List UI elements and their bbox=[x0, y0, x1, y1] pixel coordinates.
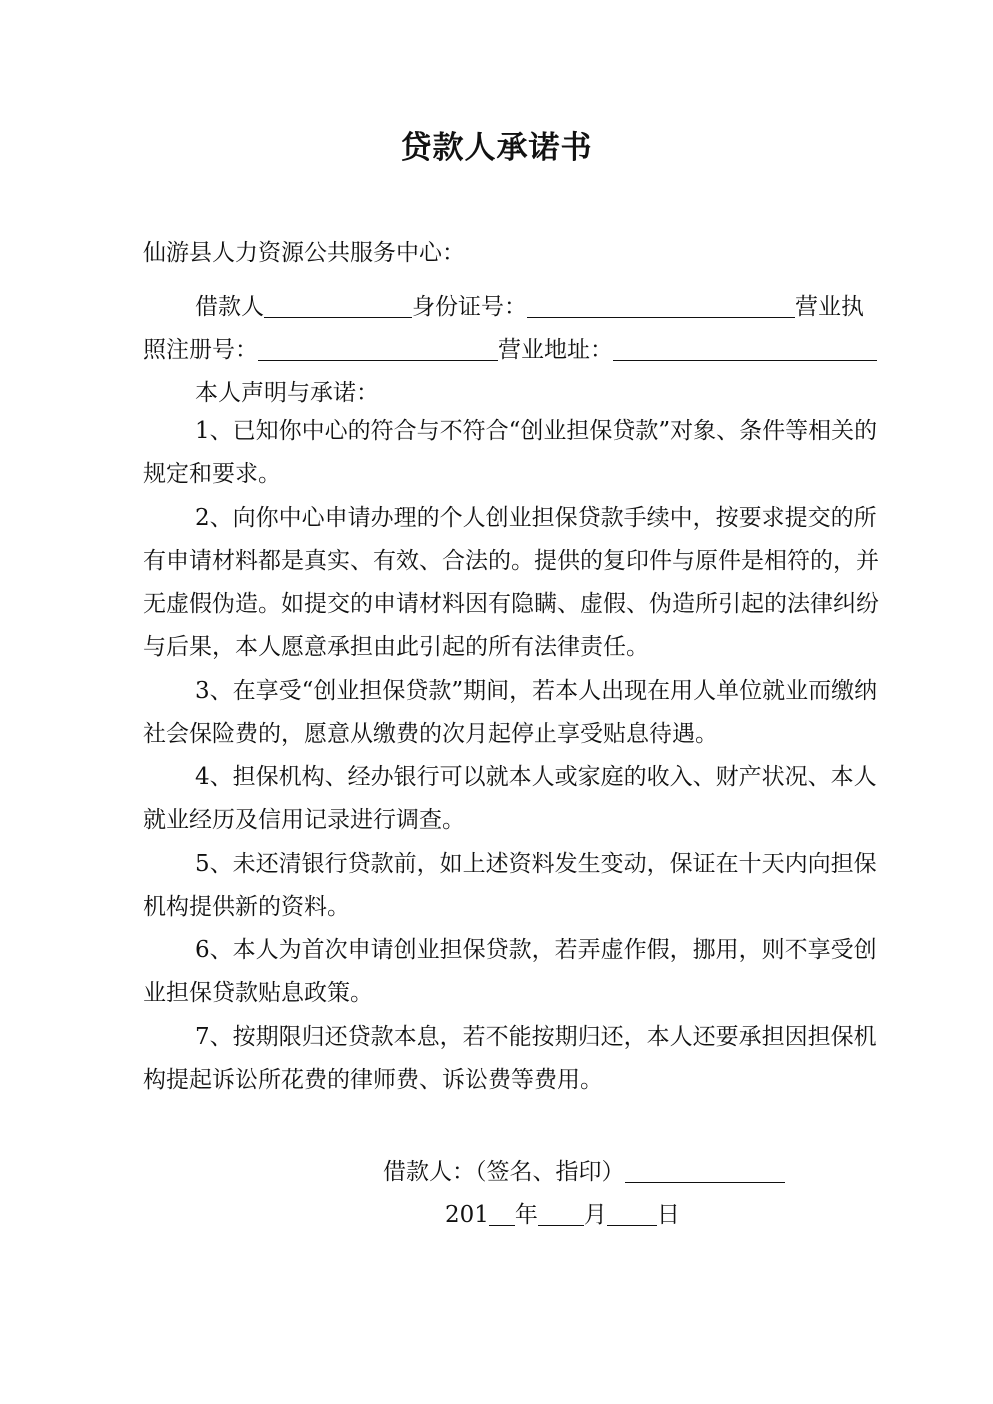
id-number-blank[interactable] bbox=[527, 295, 795, 318]
document-title: 贷款人承诺书 bbox=[400, 130, 593, 166]
borrower-label: 借款人 bbox=[195, 294, 264, 320]
signature-blank[interactable] bbox=[625, 1160, 785, 1183]
year-prefix: 201 bbox=[445, 1202, 489, 1228]
field-line-2 bbox=[143, 331, 877, 364]
addressee: 仙游县人力资源公共服务中心： bbox=[143, 240, 465, 266]
month-label: 月 bbox=[583, 1202, 607, 1228]
commitment-item-2: 2、向你中心申请办理的个人创业担保贷款手续中，按要求提交的所有申请材料都是真实、有效、合法的。提供的复印件与原件是相符的，并无虚假伪造。如提交的申请材料因有隐瞒、虚假、伪造所引起的法律纠纷与后果，本人愿意承担由此引起的所有法律责任。 bbox=[143, 505, 879, 660]
commitment-item-7: 7、按期限归还贷款本息，若不能按期归还，本人还要承担因担保机构提起诉讼所花费的律师费、诉讼费等费用。 bbox=[143, 1024, 877, 1093]
month-blank[interactable] bbox=[538, 1203, 584, 1226]
commitment-item-6: 6、本人为首次申请创业担保贷款，若弄虚作假，挪用，则不享受创业担保贷款贴息政策。 bbox=[143, 937, 877, 1006]
borrower-blank[interactable] bbox=[264, 295, 412, 318]
signature-label: 借款人：（签名、指印） bbox=[383, 1159, 625, 1185]
year-blank[interactable] bbox=[489, 1203, 515, 1226]
commitment-item-1: 1、已知你中心的符合与不符合“创业担保贷款”对象、条件等相关的规定和要求。 bbox=[143, 418, 878, 487]
commitment-item-4: 4、担保机构、经办银行可以就本人或家庭的收入、财产状况、本人就业经历及信用记录进行调查。 bbox=[143, 764, 877, 833]
declaration-heading: 本人声明与承诺： bbox=[195, 380, 379, 406]
signature-line bbox=[383, 1153, 785, 1186]
license-number-blank[interactable] bbox=[258, 338, 498, 361]
license-label-part1: 营业执 bbox=[795, 294, 864, 320]
day-blank[interactable] bbox=[607, 1203, 657, 1226]
field-line-1 bbox=[195, 288, 864, 321]
day-label: 日 bbox=[656, 1202, 680, 1228]
address-label: 营业地址： bbox=[498, 337, 613, 363]
commitment-item-3: 3、在享受“创业担保贷款”期间，若本人出现在用人单位就业而缴纳社会保险费的，愿意从缴费的次月起停止享受贴息待遇。 bbox=[143, 678, 878, 747]
id-label: 身份证号： bbox=[412, 294, 527, 320]
license-label-part2: 照注册号： bbox=[143, 337, 258, 363]
commitment-item-5: 5、未还清银行贷款前，如上述资料发生变动，保证在十天内向担保机构提供新的资料。 bbox=[143, 851, 877, 920]
address-blank[interactable] bbox=[613, 338, 877, 361]
date-line bbox=[445, 1196, 680, 1229]
year-label: 年 bbox=[514, 1202, 538, 1228]
